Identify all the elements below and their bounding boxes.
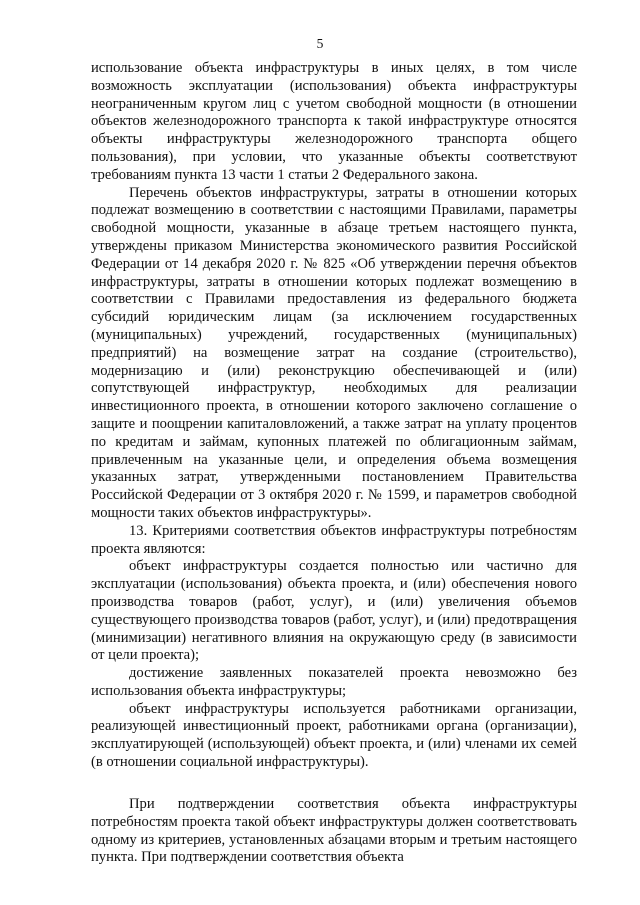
paragraph-criterion-1: объект инфраструктуры создается полностью или частично для эксплуатации (использования) объекта проекта, и (или) обеспечения нового производства товаров (работ, услуг), и (или) увеличения объемов существующего производства товаров (работ, услуг), и (или) предотвращения (минимизации) негативного влияния на окружающую среду (в зависимости от цели проекта); — [91, 558, 577, 664]
paragraph-criteria-heading: 13. Критериями соответствия объектов инфраструктуры потребностям проекта являются: — [91, 522, 577, 557]
bottom-text-block — [91, 796, 577, 867]
paragraph-infrastructure-list: Перечень объектов инфраструктуры, затраты в отношении которых подлежат возмещению в соответствии с настоящими Правилами, параметры свободной мощности, указанные в абзаце третьем настоящего пункта, утверждены приказом Министерства экономического развития Российской Федерации от 14 декабря 2020 г. № 825 «Об утверждении перечня объектов инфраструктуры, затраты в отношении которых подлежат возмещению в соответствии с Правилами предоставления из федерального бюджета субсидий юридическим лицам (за исключением государственных (муниципальных) учреждений, государственных (муниципальных) предприятий) на возмещение затрат на создание (строительство), модернизацию и (или) реконструкцию обеспечивающей и (или) сопутствующей инфраструктур, необходимых для реализации инвестиционного проекта, в отношении которого заключено соглашение о защите и поощрении капиталовложений, а также затрат на уплату процентов по кредитам и займам, купонных платежей по облигационным займам, привлеченным на указанные цели, и определения объема возмещения указанных затрат, утвержденными постановлением Правительства Российской Федерации от 3 октября 2020 г. № 1599, и параметров свободной мощности таких объектов инфраструктуры». — [91, 184, 577, 521]
paragraph-continuation: использование объекта инфраструктуры в иных целях, в том числе возможность эксплуатации (использования) объекта инфраструктуры неограниченным кругом лиц с учетом свободной мощности (в отношении объектов железнодорожного транспорта к такой инфраструктуре относятся объекты инфраструктуры железнодорожного транспорта общего пользования), при условии, что указанные объекты соответствуют требованиям пункта 13 части 1 статьи 2 Федерального закона. — [91, 60, 577, 183]
main-text-block — [91, 60, 577, 772]
paragraph-confirmation: При подтверждении соответствия объекта инфраструктуры потребностям проекта такой объект инфраструктуры должен соответствовать одному из критериев, установленных абзацами вторым и третьим настоящего пункта. При подтверждении соответствия объекта — [91, 796, 577, 866]
page-number: 5 — [316, 36, 324, 51]
paragraph-criterion-2: достижение заявленных показателей проекта невозможно без использования объекта инфраструктуры; — [91, 665, 577, 699]
paragraph-criterion-3: объект инфраструктуры используется работниками организации, реализующей инвестиционный проект, работниками органа (организации), эксплуатирующей (использующей) объект проекта, и (или) членами их семей (в отношении социальной инфраструктуры). — [91, 700, 577, 771]
